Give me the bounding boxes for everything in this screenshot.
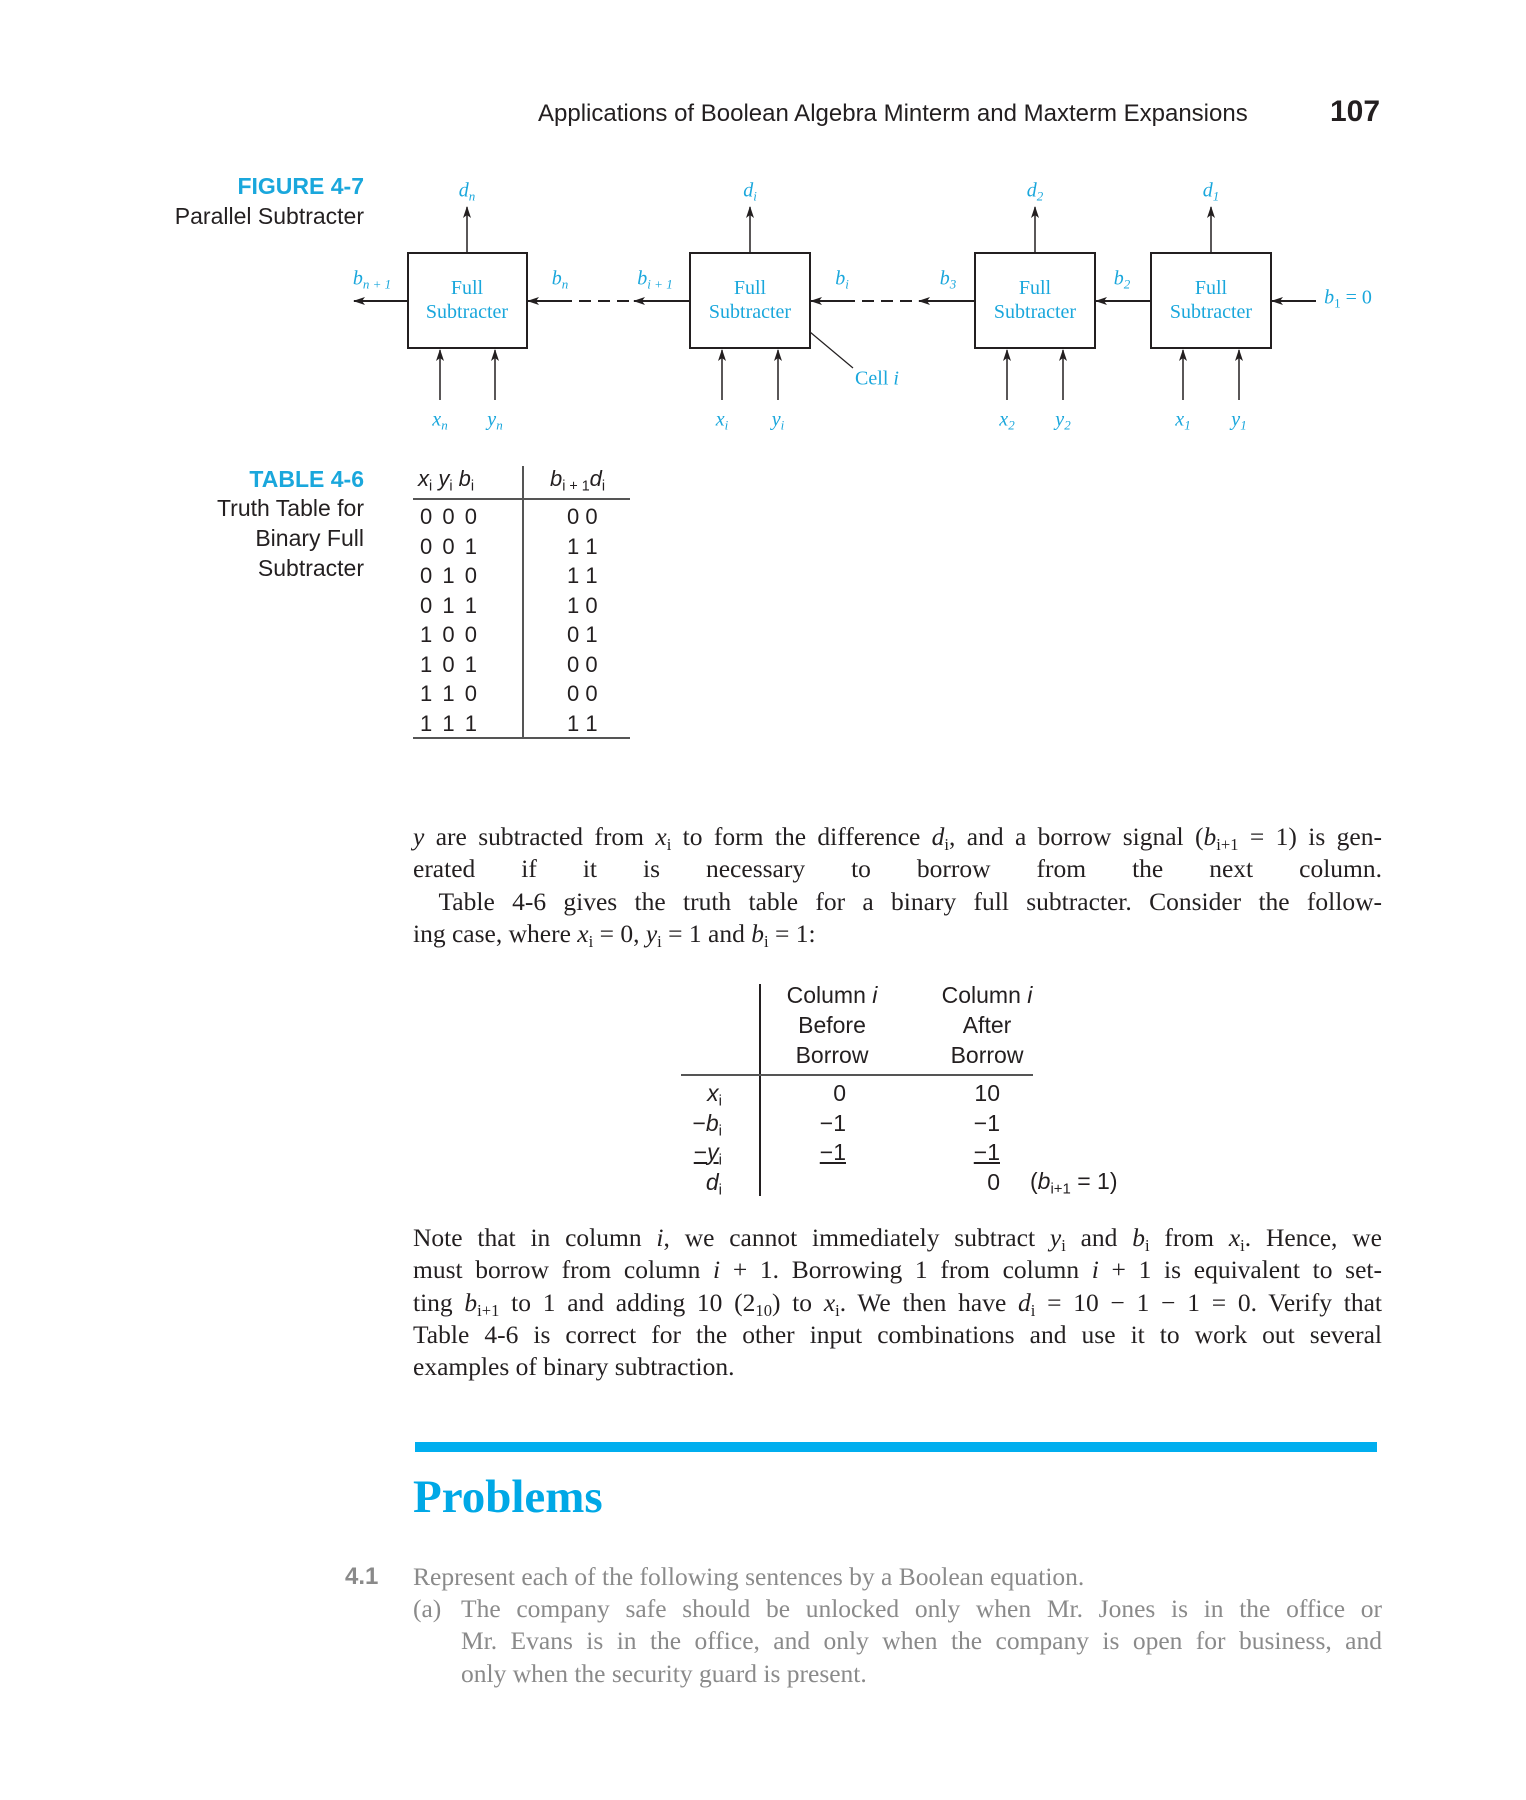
table-divider: [522, 466, 524, 738]
cell-callout-label: Cell i: [855, 367, 899, 390]
borrow-note: $(b_{i+1} = 1)$: [1030, 1168, 1118, 1198]
input-label-x: $x_2$: [999, 408, 1015, 433]
input-label-y: $y_1$: [1231, 408, 1247, 433]
table-cell-outputs: 0 1: [567, 622, 598, 647]
section-rule: [415, 1442, 1377, 1452]
figure-caption: Parallel Subtracter: [174, 203, 364, 229]
input-label-x: $x_n$: [432, 408, 448, 433]
paragraph-line: examples of binary subtraction.: [413, 1352, 735, 1382]
table-header-outputs: $b_{i + 1}d_i$: [550, 466, 606, 495]
table-cell-inputs: 0 0 1: [420, 533, 477, 559]
cell-box-label: Full Subtracter: [708, 277, 792, 323]
table-cell-outputs: 1 0: [567, 592, 598, 618]
column-before-header: Before: [798, 1012, 866, 1038]
output-label-d: $d_1$: [1202, 179, 1220, 204]
table-cell-inputs: 0 0 0: [420, 504, 477, 529]
item-a-line: The company safe should be unlocked only when Mr. Jones is in the office or: [461, 1594, 1382, 1623]
paragraph-line: ting $b_{i+1}$ to 1 and adding 10 $(2_{10})$ to $x_i$. We then have $d_i = 10 - 1 - 1 = 0$. Verify that: [413, 1287, 1382, 1320]
row-label: $x_i$: [707, 1080, 722, 1110]
running-title: Applications of Boolean Algebra Minterm and Maxterm Expansions: [538, 100, 1248, 127]
table-cell-outputs: 0 0: [567, 681, 598, 706]
paragraph-line: Table 4-6 is correct for the other input combinations and use it to work out several: [413, 1319, 1382, 1349]
borrow-label: $b_2$: [1113, 267, 1131, 292]
cell-callout-line: [810, 332, 853, 368]
table-cell-outputs: 1 1: [567, 533, 598, 559]
paragraph-line: must borrow from column i + 1. Borrowing 1 from column i + 1 is equivalent to set-: [413, 1255, 1382, 1285]
caption-line: Binary Full: [255, 525, 364, 551]
borrow-label: $b_{n + 1}$: [352, 267, 392, 292]
paragraph-line: ing case, where $x_i = 0$, $y_i = 1$ and $b_i = 1$:: [413, 918, 816, 951]
column-before-header: Borrow: [795, 1042, 869, 1068]
table-cell-outputs: 0 0: [567, 651, 598, 677]
before-value: −1: [819, 1109, 846, 1136]
input-label-y: $y_2$: [1055, 408, 1071, 433]
row-label: $d_i$: [705, 1168, 722, 1198]
page-number: 107: [1330, 95, 1381, 128]
paragraph-line: Table 4-6 gives the truth table for a binary full subtracter. Consider the follow-: [413, 886, 1382, 916]
table-header-inputs: $x_i$ $y_i$ $b_i$: [418, 466, 475, 495]
problems-heading: Problems: [413, 1471, 603, 1523]
column-after-header: After: [962, 1012, 1012, 1038]
table-cell-outputs: 1 1: [567, 710, 598, 736]
after-value: 0: [987, 1168, 1000, 1195]
row-label: $-y_i$: [693, 1139, 722, 1169]
output-label-d: $d_2$: [1026, 179, 1044, 204]
row-label: $-b_i$: [692, 1109, 722, 1139]
column-before-header: Column i: [786, 982, 878, 1008]
after-value: 10: [974, 1080, 1000, 1106]
borrow-label: $b_3$: [939, 267, 957, 292]
input-label-y: $y_n$: [487, 408, 503, 433]
column-after-header: Column i: [941, 982, 1033, 1008]
after-value: −1: [973, 1109, 1000, 1136]
table-cell-inputs: 1 0 0: [420, 622, 477, 647]
table-cell-inputs: 1 1 1: [420, 710, 477, 736]
after-value: −1: [973, 1139, 1000, 1165]
borrow-input-b1: $b_1 = 0$: [1324, 286, 1372, 311]
problem-number: 4.1: [345, 1563, 379, 1590]
before-value: 0: [833, 1080, 846, 1106]
item-a-line: Mr. Evans is in the office, and only when the company is open for business, and: [461, 1626, 1382, 1656]
table-cell-inputs: 1 0 1: [420, 651, 477, 677]
table-cell-inputs: 0 1 0: [420, 563, 477, 588]
table-cell-inputs: 1 1 0: [420, 681, 477, 706]
caption-line: Truth Table for: [216, 495, 364, 521]
table-cell-outputs: 1 1: [567, 563, 598, 588]
item-a-text: [461, 1593, 1382, 1690]
before-value: −1: [819, 1139, 846, 1165]
borrow-label: $b_i$: [835, 267, 849, 292]
item-a-label: (a): [413, 1594, 442, 1623]
paragraph-line: Note that in column i, we cannot immediately subtract $y_i$ and $b_i$ from $x_i$. Hence, we: [413, 1223, 1382, 1255]
table-divider: [759, 984, 761, 1196]
problem-intro: Represent each of the following sentences by a Boolean equation.: [413, 1562, 1085, 1591]
figure-label: FIGURE 4-7: [237, 173, 364, 199]
input-label-x: $x_i$: [715, 408, 729, 433]
table-header-rule: [681, 1074, 1033, 1076]
table-cell-inputs: 0 1 1: [420, 592, 477, 618]
parallel-subtracter-diagram: [0, 0, 1526, 460]
cell-box-label: Full Subtracter: [993, 277, 1077, 323]
table-cell-outputs: 0 0: [567, 504, 598, 529]
table-label: TABLE 4-6: [249, 466, 364, 492]
output-label-d: $d_i$: [743, 179, 757, 204]
borrow-label: $b_{i + 1}$: [637, 267, 673, 292]
borrow-label: $b_n$: [551, 267, 569, 292]
paragraph-line: y are subtracted from $x_i$ to form the difference $d_i$, and a borrow signal $(b_{i+1} = 1)$ is gen-: [413, 822, 1382, 854]
input-label-x: $x_1$: [1175, 408, 1191, 433]
cell-box-label: Full Subtracter: [425, 277, 509, 323]
item-a-line: only when the security guard is present.: [461, 1658, 867, 1688]
input-label-y: $y_i$: [771, 408, 785, 433]
caption-line: Subtracter: [257, 555, 364, 581]
column-after-header: Borrow: [950, 1042, 1024, 1068]
table-caption: [217, 493, 364, 583]
paragraph-line: erated if it is necessary to borrow from the next column.: [413, 854, 1382, 884]
cell-box-label: Full Subtracter: [1169, 277, 1253, 323]
output-label-d: $d_n$: [458, 179, 476, 204]
